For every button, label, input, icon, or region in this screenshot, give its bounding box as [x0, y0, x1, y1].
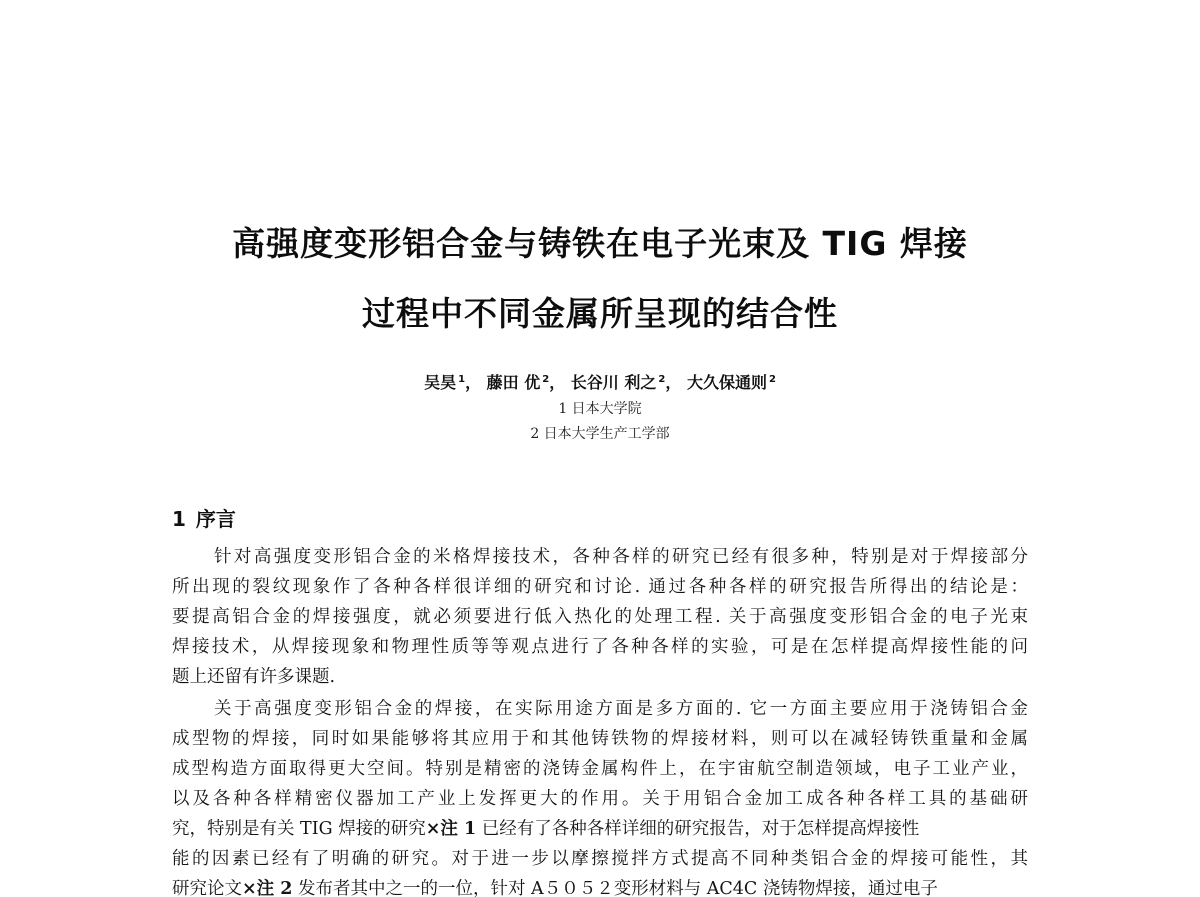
author-separator: ， — [665, 373, 682, 392]
footnote-mark: ×注 2 — [242, 879, 293, 897]
paragraph-line: 题上还留有许多课题. — [172, 667, 336, 687]
author-affiliation-mark: 2 — [658, 374, 666, 385]
author-name: 藤田 优 — [486, 373, 541, 392]
author-affiliation-mark: 2 — [542, 374, 550, 385]
author-affiliation-mark: 1 — [458, 374, 466, 385]
paragraph-text: 已经有了各种各样详细的研究报告，对于怎样提高焊接性 — [476, 819, 920, 839]
paragraph-line: 成型物的焊接，同时如果能够将其应用于和其他铸铁物的焊接材料，则可以在减轻铸铁重量和金属 — [172, 729, 1028, 749]
paragraph-line-with-note — [172, 814, 1028, 844]
section-heading — [172, 503, 236, 532]
section-number: 1 — [172, 507, 186, 531]
author-separator: ， — [549, 373, 566, 392]
paragraph-line: 要提高铝合金的焊接强度，就必须要进行低入热化的处理工程. 关于高强度变形铝合金的电子光束 — [172, 607, 1028, 627]
author-separator: ， — [465, 373, 482, 392]
paragraph-line: 成型构造方面取得更大空间。特别是精密的浇铸金属构件上，在宇宙航空制造领域，电子工业产业， — [172, 759, 1028, 779]
footnote-mark: ×注 1 — [425, 819, 477, 839]
section-title: 序言 — [195, 507, 236, 531]
author-affiliation-mark: 2 — [768, 374, 776, 385]
author-name: 长谷川 利之 — [570, 373, 657, 392]
paper-title-line-2: 过程中不同金属所呈现的结合性 — [362, 294, 838, 333]
paragraph-line: 所出现的裂纹现象作了各种各样很详细的研究和讨论. 通过各种各样的研究报告所得出的结论是： — [172, 577, 1028, 597]
author-name: 吴昊 — [424, 373, 457, 392]
paragraph-line: 关于高强度变形铝合金的焊接，在实际用途方面是多方面的. 它一方面主要应用于浇铸铝合金 — [214, 699, 1028, 719]
paragraph-line: 焊接技术，从焊接现象和物理性质等等观点进行了各种各样的实验，可是在怎样提高焊接性能的问 — [172, 637, 1028, 657]
paragraph-text: 究，特别是有关 TIG 焊接的研究 — [172, 819, 426, 839]
paragraph-line: 针对高强度变形铝合金的米格焊接技术，各种各样的研究已经有很多种，特别是对于焊接部分 — [214, 547, 1028, 567]
paper-title-line-1: 高强度变形铝合金与铸铁在电子光束及 TIG 焊接 — [232, 224, 968, 263]
author-name: 大久保通则 — [686, 373, 767, 392]
paragraph-line: 以及各种各样精密仪器加工产业上发挥更大的作用。关于用铝合金加工成各种各样工具的基础研 — [172, 789, 1028, 809]
paragraph-line-with-note — [172, 874, 1028, 897]
author-list — [0, 370, 1200, 393]
paragraph-text: 发布者其中之一的一位，针对 A５０５２变形材料与 AC4C 浇铸物焊接，通过电子 — [292, 879, 938, 897]
paragraph-line: 能的因素已经有了明确的研究。对于进一步以摩擦搅拌方式提高不同种类铝合金的焊接可能性，其 — [172, 849, 1028, 869]
paragraph-text: 研究论文 — [172, 879, 242, 897]
affiliation-1: 1 日本大学院 — [558, 401, 642, 417]
affiliation-2: 2 日本大学生产工学部 — [530, 426, 670, 442]
